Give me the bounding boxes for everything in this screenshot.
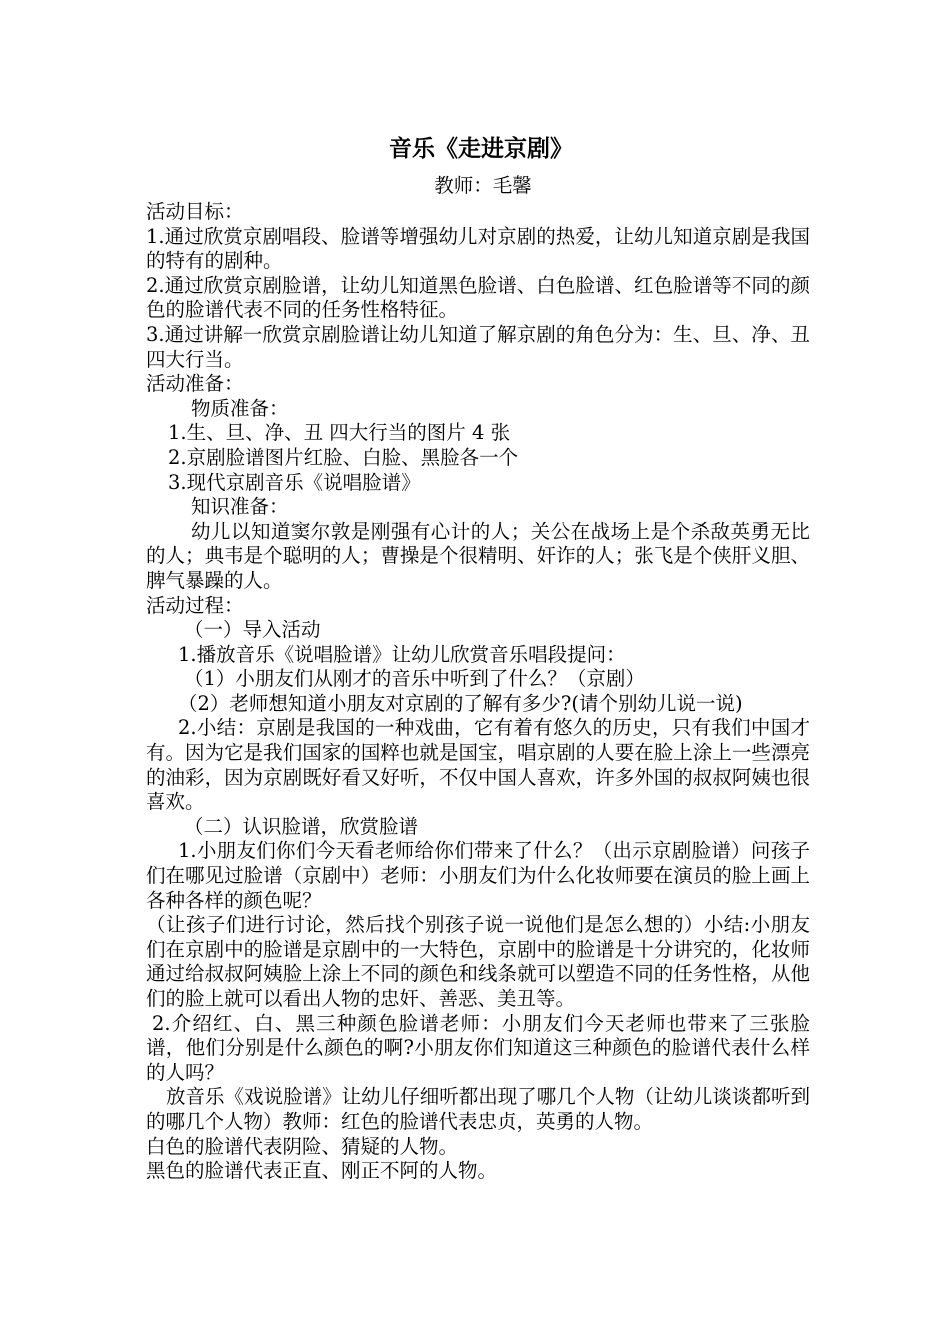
- music-paragraph: 放音乐《戏说脸谱》让幼儿仔细听都出现了哪几个人物（让幼儿谈谈都听到的哪几个人物）教师：红色的脸谱代表忠贞，英勇的人物。: [146, 1085, 810, 1133]
- section-heading-goals: 活动目标：: [146, 200, 244, 223]
- goal-item-3: 3.通过讲解一欣赏京剧脸谱让幼儿知道了解京剧的角色分为：生、旦、净、丑四大行当。: [146, 322, 810, 371]
- subheading-face-masks: （二）认识脸谱，欣赏脸谱: [184, 814, 419, 838]
- document-title: 音乐《走进京剧》: [389, 135, 573, 162]
- section-heading-preparation: 活动准备：: [146, 372, 244, 396]
- question-1: （1）小朋友们从刚才的音乐中听到了什么？（京剧）: [184, 667, 645, 691]
- material-item-3: 3.现代京剧音乐《说唱脸谱》: [168, 470, 421, 494]
- black-mask-line: 黑色的脸谱代表正直、刚正不阿的人物。: [146, 1159, 498, 1183]
- discussion-summary: （让孩子们进行讨论，然后找个别孩子说一说他们是怎么想的）小结:小朋友们在京剧中的脸谱是京剧中的一大特色，京剧中的脸谱是十分讲究的，化妆师通过给叔叔阿姨脸上涂上不同的颜色和线条就可以塑造不同的任务性格，从他们的脸上就可以看出人物的忠奸、善恶、美丑等。: [146, 913, 810, 1010]
- question-2: （2）老师想知道小朋友对京剧的了解有多少?(请个别幼儿说一说): [178, 691, 743, 715]
- goal-item-1: 1.通过欣赏京剧唱段、脸谱等增强幼儿对京剧的热爱，让幼儿知道京剧是我国的特有的剧种。: [146, 224, 810, 273]
- face-mask-step-1: 1.小朋友们你们今天看老师给你们带来了什么？（出示京剧脸谱）问孩子们在哪见过脸谱（京剧中）老师：小朋友们为什么化妆师要在演员的脸上画上各种各样的颜色呢？: [146, 839, 810, 912]
- goal-item-2: 2.通过欣赏京剧脸谱，让幼儿知道黑色脸谱、白色脸谱、红色脸谱等不同的颜色的脸谱代表不同的任务性格特征。: [146, 273, 810, 322]
- section-heading-process: 活动过程：: [146, 593, 244, 617]
- document-body: [146, 200, 810, 1184]
- subheading-intro-activity: （一）导入活动: [184, 618, 321, 642]
- subheading-knowledge-prep: 知识准备：: [191, 495, 289, 519]
- material-item-1: 1.生、旦、净、丑 四大行当的图片 4 张: [168, 421, 511, 445]
- summary-paragraph-1: 2.小结：京剧是我国的一种戏曲，它有着有悠久的历史，只有我们中国才有。因为它是我们国家的国粹也就是国宝，唱京剧的人要在脸上涂上一些漂亮的油彩，因为京剧既好看又好听，不仅中国人喜欢，许多外国的叔叔阿姨也很喜欢。: [146, 716, 810, 814]
- white-mask-line: 白色的脸谱代表阴险、猜疑的人物。: [146, 1134, 459, 1158]
- knowledge-paragraph: 幼儿以知道窦尔敦是刚强有心计的人；关公在战场上是个杀敌英勇无比的人；典韦是个聪明的人；曹操是个很精明、奸诈的人；张飞是个侠肝义胆、脾气暴躁的人。: [146, 519, 810, 592]
- process-step-1: 1.播放音乐《说唱脸谱》让幼儿欣赏音乐唱段提问：: [178, 642, 626, 666]
- teacher-line: 教师：毛馨: [434, 174, 532, 197]
- subheading-material-prep: 物质准备：: [191, 396, 289, 420]
- material-item-2: 2.京剧脸谱图片红脸、白脸、黑脸各一个: [168, 445, 519, 469]
- face-mask-step-2: 2.介绍红、白、黑三种颜色脸谱老师：小朋友们今天老师也带来了三张脸谱，他们分别是什么颜色的啊?小朋友你们知道这三种颜色的脸谱代表什么样的人吗？: [146, 1011, 810, 1084]
